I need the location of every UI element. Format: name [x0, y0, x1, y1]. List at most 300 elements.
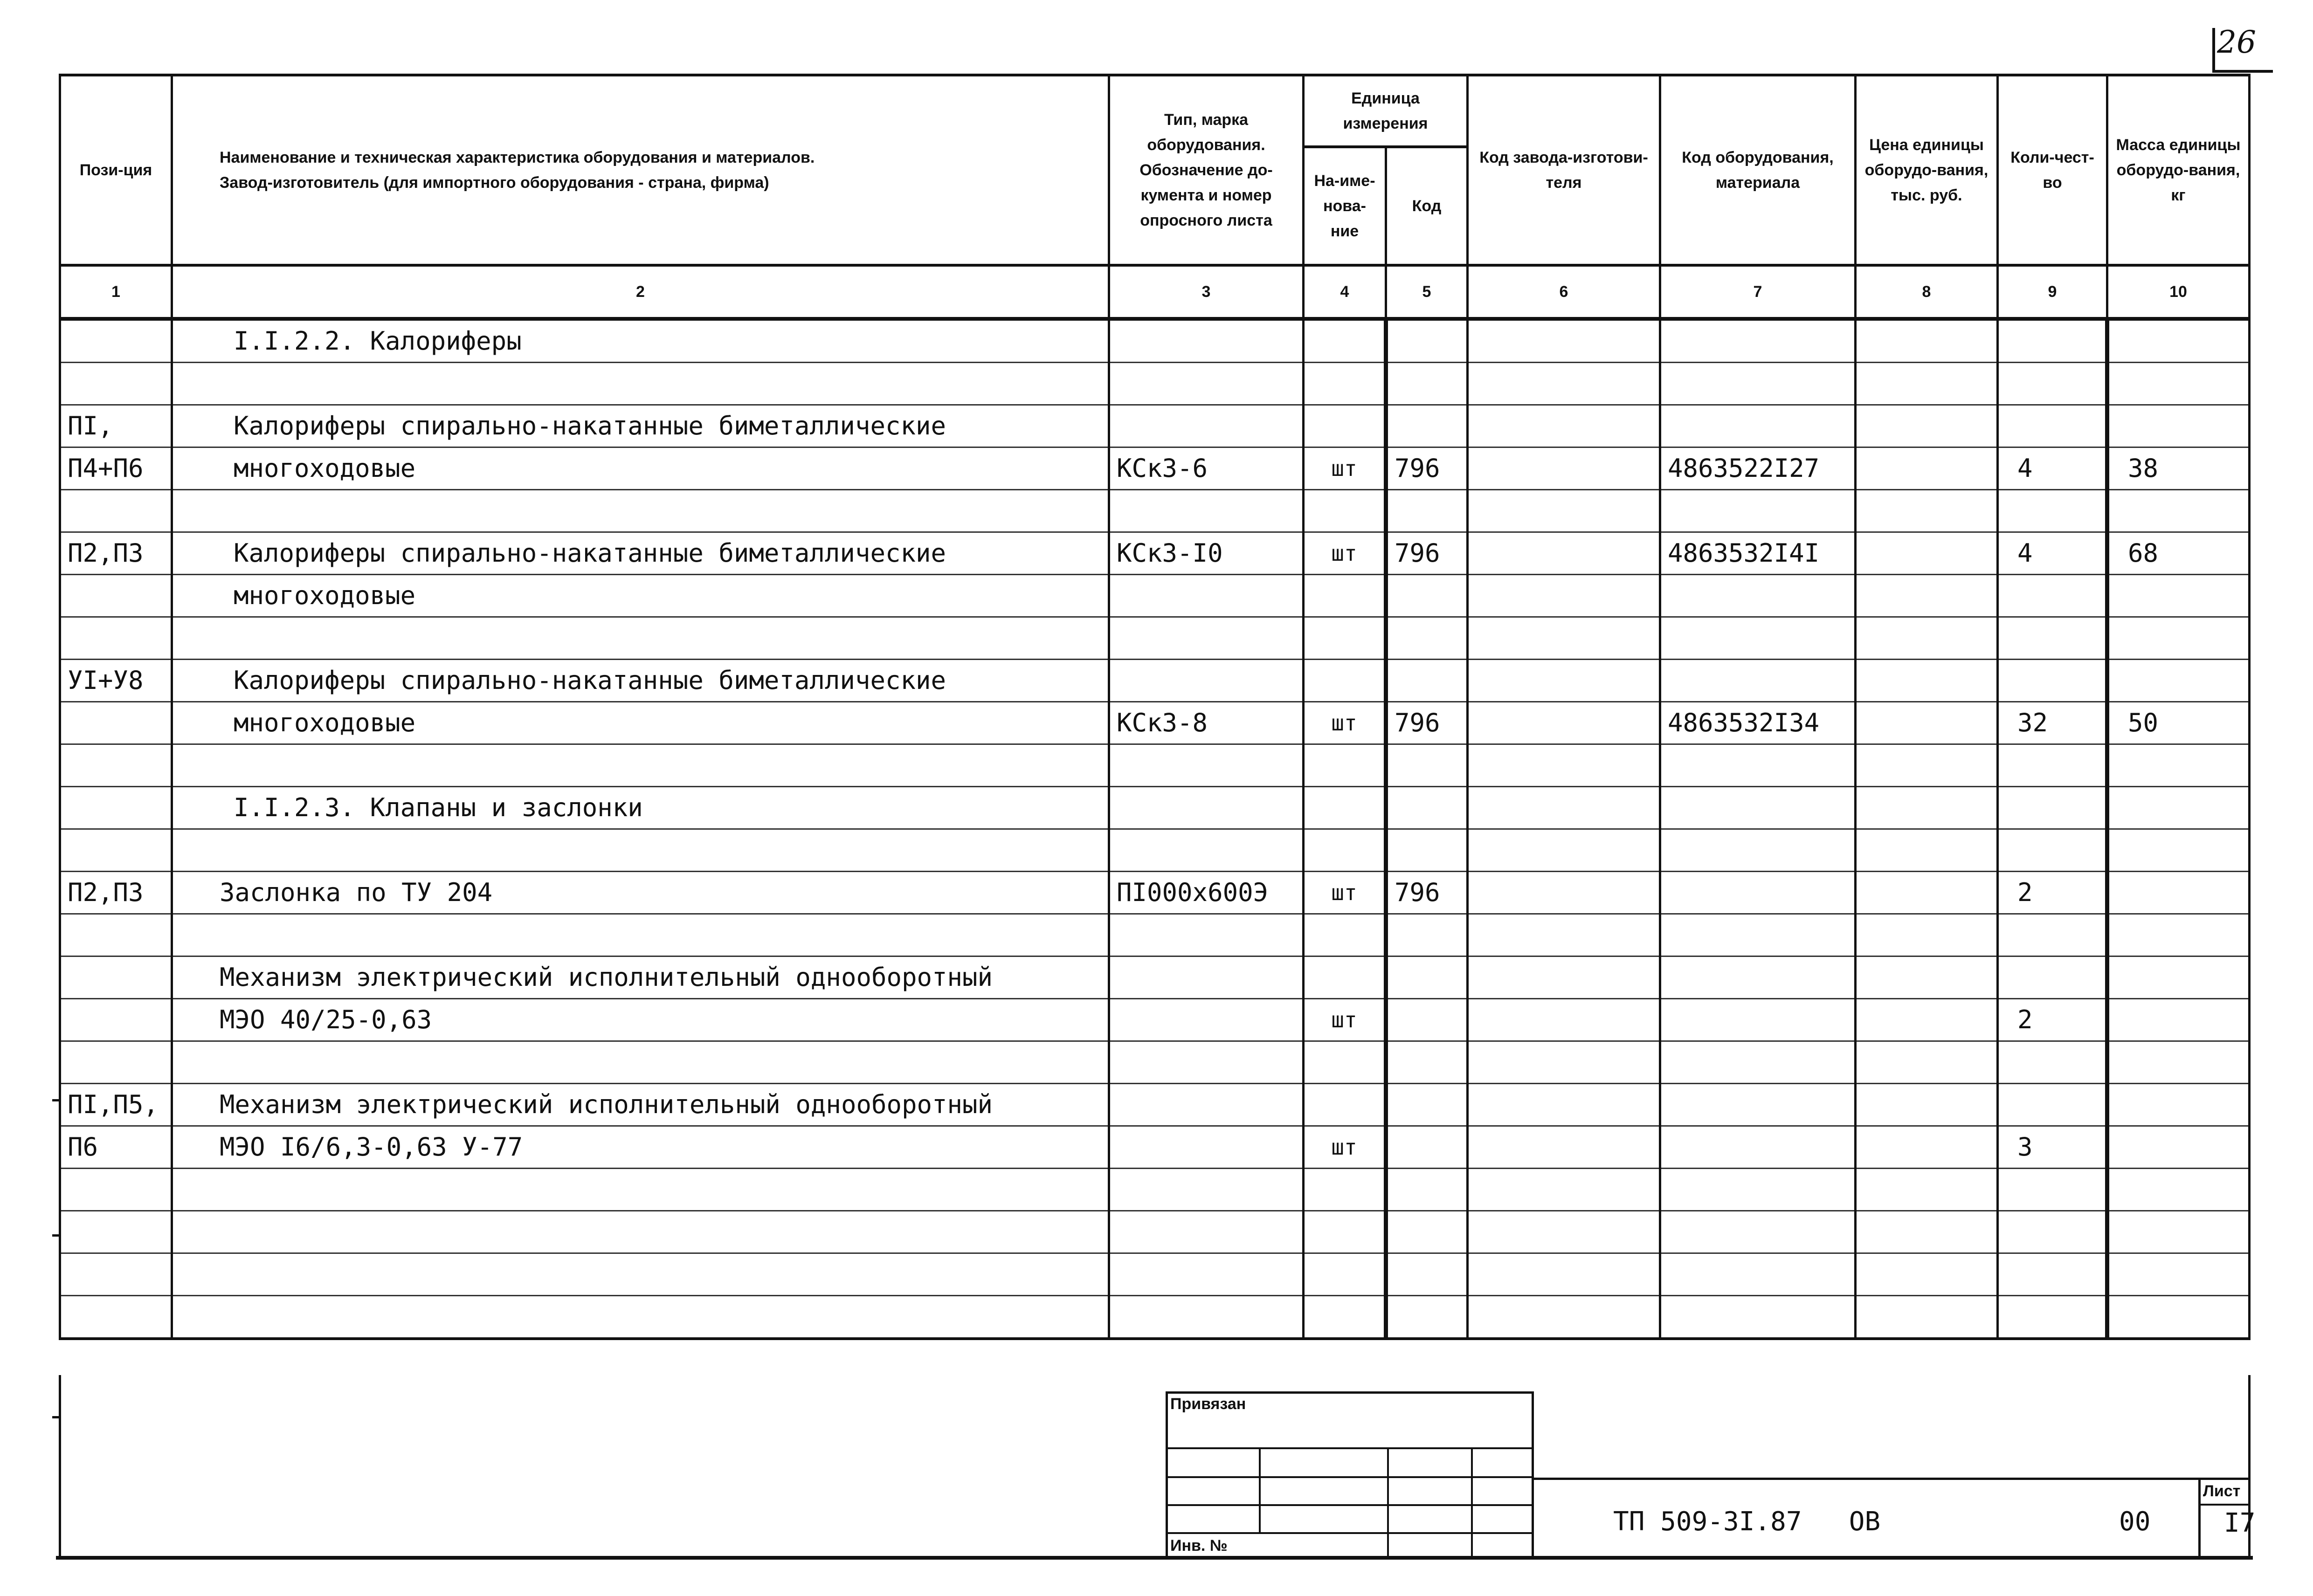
- position-cell: [60, 956, 172, 999]
- plant-code-cell: [1468, 999, 1660, 1041]
- mass-cell: [2107, 999, 2250, 1041]
- quantity-cell: [1998, 787, 2107, 829]
- name-cell: I.I.2.3. Клапаны и заслонки: [172, 787, 1109, 829]
- stamp-line: [1259, 1447, 1261, 1532]
- mass-cell: [2107, 1041, 2250, 1084]
- unit-code-cell: 796: [1386, 532, 1468, 575]
- type-cell: [1109, 405, 1304, 447]
- equipment-code-cell: 4863532I34: [1660, 702, 1856, 744]
- position-cell: [60, 1169, 172, 1211]
- position-cell: [60, 319, 172, 363]
- price-cell: [1856, 1253, 1998, 1296]
- header-equipment-code: Код оборудования, материала: [1660, 75, 1856, 265]
- name-cell: [172, 1296, 1109, 1339]
- mass-cell: [2107, 872, 2250, 914]
- unit-name-cell: [1304, 660, 1386, 702]
- equipment-code-cell: 4863522I27: [1660, 447, 1856, 490]
- name-cell: [172, 1253, 1109, 1296]
- table-row: [60, 447, 2250, 490]
- price-cell: [1856, 447, 1998, 490]
- equipment-code-cell: [1660, 829, 1856, 872]
- type-cell: [1109, 490, 1304, 532]
- name-cell: [172, 1169, 1109, 1211]
- mass-cell: [2107, 787, 2250, 829]
- type-cell: ПI000x600Э: [1109, 872, 1304, 914]
- name-cell: [172, 490, 1109, 532]
- unit-code-cell: [1386, 829, 1468, 872]
- table-row: [60, 999, 2250, 1041]
- unit-name-cell: [1304, 1084, 1386, 1126]
- quantity-cell: [1998, 405, 2107, 447]
- unit-name-cell: [1304, 363, 1386, 405]
- column-number: 4: [1304, 265, 1386, 319]
- price-cell: [1856, 660, 1998, 702]
- quantity-cell: [1998, 490, 2107, 532]
- binding-stamp: [1166, 1391, 1534, 1559]
- type-cell: [1109, 787, 1304, 829]
- unit-code-cell: [1386, 363, 1468, 405]
- plant-code-cell: [1468, 363, 1660, 405]
- mass-cell: [2107, 660, 2250, 702]
- plant-code-cell: [1468, 1211, 1660, 1253]
- position-cell: П2,П3: [60, 532, 172, 575]
- document-code-number: ТП 509-3I.87: [1613, 1507, 1802, 1537]
- header-mass: Масса единицы оборудо-вания, кг: [2107, 75, 2250, 265]
- price-cell: [1856, 1041, 1998, 1084]
- unit-name-cell: шт: [1304, 872, 1386, 914]
- equipment-code-cell: [1660, 575, 1856, 617]
- plant-code-cell: [1468, 744, 1660, 787]
- header-unit-name: На-име-нова-ние: [1304, 147, 1386, 265]
- plant-code-cell: [1468, 532, 1660, 575]
- header-price: Цена единицы оборудо-вания, тыс. руб.: [1856, 75, 1998, 265]
- quantity-cell: [1998, 1169, 2107, 1211]
- mass-cell: 50: [2107, 702, 2250, 744]
- type-cell: [1109, 829, 1304, 872]
- price-cell: [1856, 319, 1998, 363]
- mass-cell: [2107, 1126, 2250, 1169]
- quantity-cell: [1998, 1084, 2107, 1126]
- stamp-line: [1166, 1532, 1534, 1534]
- equipment-code-cell: [1660, 1084, 1856, 1126]
- unit-code-cell: 796: [1386, 702, 1468, 744]
- name-cell: многоходовые: [172, 702, 1109, 744]
- equipment-code-cell: [1660, 1296, 1856, 1339]
- name-cell: многоходовые: [172, 575, 1109, 617]
- unit-code-cell: [1386, 1211, 1468, 1253]
- table-row: [60, 1296, 2250, 1339]
- page-number-rule: [2212, 70, 2273, 73]
- unit-name-cell: [1304, 914, 1386, 956]
- mass-cell: [2107, 405, 2250, 447]
- header-name-line1: Наименование и техническая характеристика оборудования и материалов.: [220, 149, 815, 166]
- table-row: [60, 702, 2250, 744]
- sheet-label: Лист: [2203, 1482, 2241, 1500]
- unit-code-cell: [1386, 956, 1468, 999]
- header-unit-group: Единица измерения: [1304, 75, 1468, 147]
- table-row: [60, 1211, 2250, 1253]
- equipment-code-cell: [1660, 490, 1856, 532]
- equipment-code-cell: [1660, 914, 1856, 956]
- mass-cell: [2107, 617, 2250, 660]
- column-number: 3: [1109, 265, 1304, 319]
- unit-name-cell: [1304, 1169, 1386, 1211]
- unit-name-cell: шт: [1304, 1126, 1386, 1169]
- table-row: [60, 829, 2250, 872]
- position-cell: УI+У8: [60, 660, 172, 702]
- table-row: [60, 787, 2250, 829]
- position-cell: [60, 1296, 172, 1339]
- name-cell: Механизм электрический исполнительный однооборотный: [172, 1084, 1109, 1126]
- equipment-code-cell: 4863532I4I: [1660, 532, 1856, 575]
- position-cell: [60, 1041, 172, 1084]
- price-cell: [1856, 914, 1998, 956]
- equipment-code-cell: [1660, 1211, 1856, 1253]
- unit-name-cell: [1304, 787, 1386, 829]
- position-cell: [60, 575, 172, 617]
- header-name-line2: Завод-изготовитель (для импортного оборудования - страна, фирма): [220, 174, 769, 192]
- document-mark: 00: [2119, 1507, 2151, 1537]
- table-row: [60, 1041, 2250, 1084]
- quantity-cell: [1998, 1253, 2107, 1296]
- unit-name-cell: шт: [1304, 702, 1386, 744]
- header-quantity: Коли-чест-во: [1998, 75, 2107, 265]
- price-cell: [1856, 1126, 1998, 1169]
- column-number-row: [60, 265, 2250, 319]
- name-cell: Механизм электрический исполнительный однооборотный: [172, 956, 1109, 999]
- quantity-cell: 32: [1998, 702, 2107, 744]
- stamp-line: [1166, 1476, 1534, 1478]
- quantity-cell: [1998, 617, 2107, 660]
- unit-code-cell: [1386, 1296, 1468, 1339]
- column-number: 2: [172, 265, 1109, 319]
- name-cell: [172, 1211, 1109, 1253]
- unit-code-cell: [1386, 490, 1468, 532]
- unit-name-cell: [1304, 575, 1386, 617]
- unit-name-cell: [1304, 744, 1386, 787]
- equipment-code-cell: [1660, 1253, 1856, 1296]
- equipment-code-cell: [1660, 617, 1856, 660]
- type-cell: [1109, 363, 1304, 405]
- document-code: [1613, 1507, 1880, 1537]
- unit-name-cell: шт: [1304, 447, 1386, 490]
- plant-code-cell: [1468, 1169, 1660, 1211]
- unit-name-cell: [1304, 956, 1386, 999]
- equipment-code-cell: [1660, 956, 1856, 999]
- header-unit-code: Код: [1386, 147, 1468, 265]
- column-number: 8: [1856, 265, 1998, 319]
- unit-code-cell: [1386, 1041, 1468, 1084]
- margin-tick: [52, 1234, 60, 1237]
- type-cell: [1109, 744, 1304, 787]
- table-row: [60, 1126, 2250, 1169]
- sheet-number: I7: [2224, 1508, 2256, 1538]
- plant-code-cell: [1468, 319, 1660, 363]
- type-cell: [1109, 575, 1304, 617]
- plant-code-cell: [1468, 1126, 1660, 1169]
- price-cell: [1856, 490, 1998, 532]
- mass-cell: [2107, 1169, 2250, 1211]
- table-row: [60, 532, 2250, 575]
- name-cell: [172, 363, 1109, 405]
- mass-cell: [2107, 490, 2250, 532]
- margin-tick: [52, 1416, 60, 1418]
- unit-code-cell: [1386, 1126, 1468, 1169]
- unit-code-cell: [1386, 914, 1468, 956]
- unit-code-cell: 796: [1386, 872, 1468, 914]
- type-cell: [1109, 1253, 1304, 1296]
- mass-cell: 68: [2107, 532, 2250, 575]
- price-cell: [1856, 787, 1998, 829]
- name-cell: [172, 744, 1109, 787]
- table-row: [60, 1169, 2250, 1211]
- plant-code-cell: [1468, 956, 1660, 999]
- unit-code-cell: [1386, 1084, 1468, 1126]
- quantity-cell: [1998, 914, 2107, 956]
- unit-code-cell: [1386, 1169, 1468, 1211]
- position-cell: [60, 744, 172, 787]
- table-row: [60, 490, 2250, 532]
- position-cell: П4+П6: [60, 447, 172, 490]
- quantity-cell: 4: [1998, 447, 2107, 490]
- table-row: [60, 914, 2250, 956]
- price-cell: [1856, 956, 1998, 999]
- position-cell: [60, 702, 172, 744]
- price-cell: [1856, 617, 1998, 660]
- unit-name-cell: [1304, 617, 1386, 660]
- mass-cell: [2107, 1211, 2250, 1253]
- name-cell: [172, 1041, 1109, 1084]
- price-cell: [1856, 575, 1998, 617]
- unit-code-cell: [1386, 660, 1468, 702]
- quantity-cell: [1998, 319, 2107, 363]
- equipment-code-cell: [1660, 363, 1856, 405]
- mass-cell: [2107, 829, 2250, 872]
- unit-code-cell: [1386, 319, 1468, 363]
- plant-code-cell: [1468, 617, 1660, 660]
- position-cell: [60, 787, 172, 829]
- type-cell: КСк3-6: [1109, 447, 1304, 490]
- equipment-code-cell: [1660, 660, 1856, 702]
- unit-code-cell: [1386, 575, 1468, 617]
- equipment-code-cell: [1660, 872, 1856, 914]
- unit-code-cell: [1386, 617, 1468, 660]
- type-cell: [1109, 1084, 1304, 1126]
- unit-name-cell: [1304, 1211, 1386, 1253]
- type-cell: [1109, 1126, 1304, 1169]
- table-row: [60, 872, 2250, 914]
- name-cell: I.I.2.2. Калориферы: [172, 319, 1109, 363]
- type-cell: [1109, 1211, 1304, 1253]
- column-number: 6: [1468, 265, 1660, 319]
- table-row: [60, 1084, 2250, 1126]
- plant-code-cell: [1468, 1041, 1660, 1084]
- position-cell: [60, 999, 172, 1041]
- name-cell: Калориферы спирально-накатанные биметаллические: [172, 532, 1109, 575]
- page-number-line: [2212, 28, 2215, 70]
- quantity-cell: [1998, 363, 2107, 405]
- equipment-code-cell: [1660, 319, 1856, 363]
- mass-cell: [2107, 956, 2250, 999]
- stamp-border: [1166, 1391, 1534, 1559]
- price-cell: [1856, 1084, 1998, 1126]
- column-number: 7: [1660, 265, 1856, 319]
- quantity-cell: 4: [1998, 532, 2107, 575]
- price-cell: [1856, 405, 1998, 447]
- stamp-inventory-label: Инв. №: [1170, 1537, 1228, 1555]
- unit-name-cell: [1304, 405, 1386, 447]
- type-cell: [1109, 1296, 1304, 1339]
- price-cell: [1856, 532, 1998, 575]
- quantity-cell: [1998, 1211, 2107, 1253]
- stamp-line: [1471, 1447, 1473, 1559]
- unit-name-cell: [1304, 319, 1386, 363]
- position-cell: [60, 490, 172, 532]
- plant-code-cell: [1468, 1253, 1660, 1296]
- plant-code-cell: [1468, 660, 1660, 702]
- type-cell: [1109, 660, 1304, 702]
- equipment-code-cell: [1660, 999, 1856, 1041]
- type-cell: [1109, 319, 1304, 363]
- table-row: [60, 575, 2250, 617]
- column-number: 5: [1386, 265, 1468, 319]
- plant-code-cell: [1468, 1296, 1660, 1339]
- name-cell: [172, 914, 1109, 956]
- equipment-code-cell: [1660, 787, 1856, 829]
- equipment-code-cell: [1660, 405, 1856, 447]
- specification-table: [59, 74, 2251, 1340]
- name-cell: МЭО 40/25-0,63: [172, 999, 1109, 1041]
- table-row: [60, 956, 2250, 999]
- unit-name-cell: шт: [1304, 999, 1386, 1041]
- unit-name-cell: [1304, 1296, 1386, 1339]
- price-cell: [1856, 702, 1998, 744]
- header-plant-code: Код завода-изготови-теля: [1468, 75, 1660, 265]
- table-row: [60, 363, 2250, 405]
- stamp-bound-label: Привязан: [1170, 1395, 1246, 1413]
- equipment-code-cell: [1660, 744, 1856, 787]
- equipment-code-cell: [1660, 1041, 1856, 1084]
- name-cell: МЭО I6/6,3-0,63 У-77: [172, 1126, 1109, 1169]
- table-row: [60, 744, 2250, 787]
- column-number: 9: [1998, 265, 2107, 319]
- type-cell: [1109, 999, 1304, 1041]
- quantity-cell: [1998, 829, 2107, 872]
- plant-code-cell: [1468, 490, 1660, 532]
- unit-name-cell: [1304, 1041, 1386, 1084]
- position-cell: П6: [60, 1126, 172, 1169]
- position-cell: [60, 363, 172, 405]
- name-cell: многоходовые: [172, 447, 1109, 490]
- unit-name-cell: [1304, 490, 1386, 532]
- quantity-cell: 3: [1998, 1126, 2107, 1169]
- price-cell: [1856, 363, 1998, 405]
- mass-cell: [2107, 914, 2250, 956]
- table-row: [60, 319, 2250, 363]
- mass-cell: [2107, 319, 2250, 363]
- position-cell: [60, 829, 172, 872]
- plant-code-cell: [1468, 702, 1660, 744]
- position-cell: П2,П3: [60, 872, 172, 914]
- table-row: [60, 1253, 2250, 1296]
- unit-code-cell: [1386, 1253, 1468, 1296]
- plant-code-cell: [1468, 405, 1660, 447]
- table-row: [60, 405, 2250, 447]
- plant-code-cell: [1468, 1084, 1660, 1126]
- plant-code-cell: [1468, 872, 1660, 914]
- sheet-box-line: [2198, 1478, 2201, 1557]
- name-cell: Калориферы спирально-накатанные биметаллические: [172, 660, 1109, 702]
- header-position: Пози-ция: [60, 75, 172, 265]
- quantity-cell: [1998, 1296, 2107, 1339]
- unit-code-cell: [1386, 405, 1468, 447]
- type-cell: КСк3-I0: [1109, 532, 1304, 575]
- name-cell: [172, 829, 1109, 872]
- quantity-cell: 2: [1998, 872, 2107, 914]
- mass-cell: [2107, 1296, 2250, 1339]
- type-cell: [1109, 914, 1304, 956]
- frame-bottom-line: [56, 1556, 2253, 1560]
- plant-code-cell: [1468, 914, 1660, 956]
- mass-cell: 38: [2107, 447, 2250, 490]
- unit-code-cell: [1386, 999, 1468, 1041]
- quantity-cell: [1998, 575, 2107, 617]
- header-row: [60, 75, 2250, 147]
- mass-cell: [2107, 363, 2250, 405]
- type-cell: [1109, 1169, 1304, 1211]
- margin-tick: [52, 1099, 60, 1101]
- plant-code-cell: [1468, 575, 1660, 617]
- price-cell: [1856, 1211, 1998, 1253]
- mass-cell: [2107, 1253, 2250, 1296]
- sheet-box-line: [2198, 1504, 2251, 1506]
- equipment-code-cell: [1660, 1126, 1856, 1169]
- unit-code-cell: [1386, 744, 1468, 787]
- mass-cell: [2107, 744, 2250, 787]
- stamp-line: [1166, 1447, 1534, 1449]
- quantity-cell: [1998, 956, 2107, 999]
- table-row: [60, 660, 2250, 702]
- price-cell: [1856, 744, 1998, 787]
- price-cell: [1856, 872, 1998, 914]
- plant-code-cell: [1468, 787, 1660, 829]
- position-cell: [60, 617, 172, 660]
- frame-left-line: [59, 1375, 61, 1559]
- quantity-cell: [1998, 660, 2107, 702]
- header-type: Тип, марка оборудования. Обозначение до-кумента и номер опросного листа: [1109, 75, 1304, 265]
- plant-code-cell: [1468, 447, 1660, 490]
- price-cell: [1856, 1296, 1998, 1339]
- equipment-code-cell: [1660, 1169, 1856, 1211]
- mass-cell: [2107, 1084, 2250, 1126]
- type-cell: КСк3-8: [1109, 702, 1304, 744]
- title-block-line: [1534, 1478, 2251, 1480]
- name-cell: [172, 617, 1109, 660]
- header-name: [172, 75, 1109, 265]
- column-number: 1: [60, 265, 172, 319]
- unit-code-cell: [1386, 787, 1468, 829]
- stamp-line: [1387, 1447, 1389, 1559]
- quantity-cell: [1998, 1041, 2107, 1084]
- price-cell: [1856, 1169, 1998, 1211]
- position-cell: [60, 1211, 172, 1253]
- quantity-cell: [1998, 744, 2107, 787]
- price-cell: [1856, 829, 1998, 872]
- stamp-line: [1166, 1504, 1534, 1506]
- name-cell: Заслонка по ТУ 204: [172, 872, 1109, 914]
- mass-cell: [2107, 575, 2250, 617]
- type-cell: [1109, 1041, 1304, 1084]
